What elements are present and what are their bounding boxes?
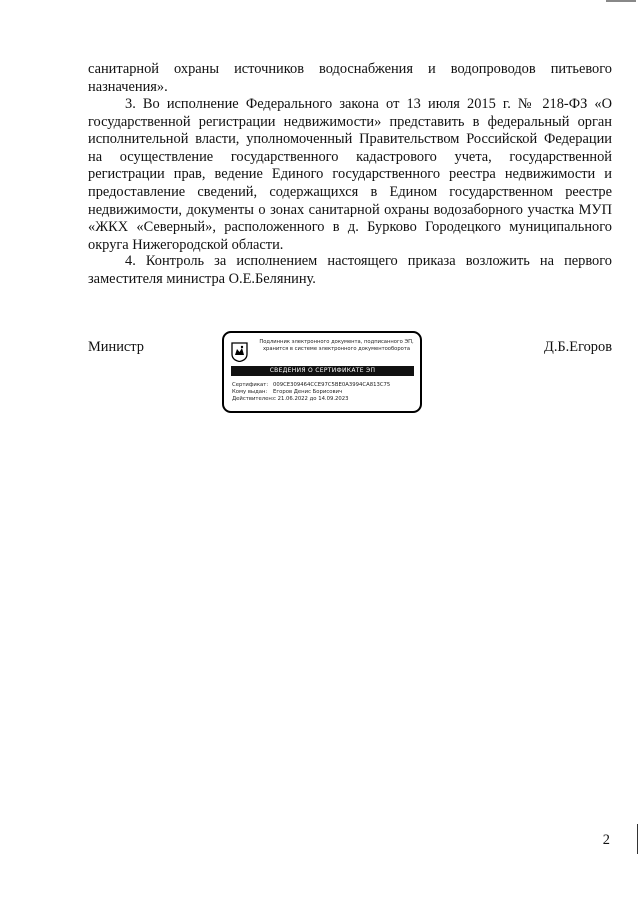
- stamp-title-bar: СВЕДЕНИЯ О СЕРТИФИКАТЕ ЭП: [231, 366, 414, 376]
- paragraph-3: 3. Во исполнение Федерального закона от 13 июля 2015 г. № 218-ФЗ «О государственной регистрации недвижимости» представить в федеральный орган исполнительной власти, уполномоченный Правительством Российской Федерации на осуществление государственного кадастрового учета, государственной регистрации прав, ведение Единого государственного реестра недвижимости и предоставление сведений, содержащихся в Едином государственном реестре недвижимости, документы о зонах санитарной охраны водозаборного участка МУП «ЖКХ «Северный», расположенного в д. Бурково Городецкого муниципального округа Нижегородской области.: [88, 96, 612, 253]
- signer-title: Министр: [88, 339, 144, 355]
- paragraph-4: 4. Контроль за исполнением настоящего приказа возложить на первого заместителя министра О.Е.Белянину.: [88, 253, 612, 287]
- validity-row: [232, 396, 417, 403]
- validity-label: Действителен:: [232, 396, 274, 403]
- issued-to-value: Егоров Денис Борисович: [273, 389, 343, 396]
- certificate-row: [232, 382, 417, 389]
- stamp-header: Подлинник электронного документа, подписанного ЭП, хранится в системе электронного документооборота: [259, 339, 414, 352]
- electronic-signature-stamp: [222, 331, 422, 413]
- signer-name: Д.Б.Егоров: [544, 339, 612, 355]
- paragraph-continued: санитарной охраны источников водоснабжения и водопроводов питьевого назначения».: [88, 61, 612, 95]
- page-number: 2: [602, 832, 610, 848]
- certificate-label: Сертификат:: [232, 382, 269, 388]
- coat-of-arms-icon: [231, 342, 248, 362]
- issued-to-label: Кому выдан:: [232, 389, 268, 396]
- scan-artifact: [606, 0, 636, 2]
- stamp-details: [232, 382, 417, 404]
- scan-artifact: [637, 824, 638, 854]
- certificate-value: 009CE309464CCE97C5BE0A3994CA813C75: [273, 382, 391, 388]
- validity-value: с 21.06.2022 до 14.09.2023: [273, 396, 349, 403]
